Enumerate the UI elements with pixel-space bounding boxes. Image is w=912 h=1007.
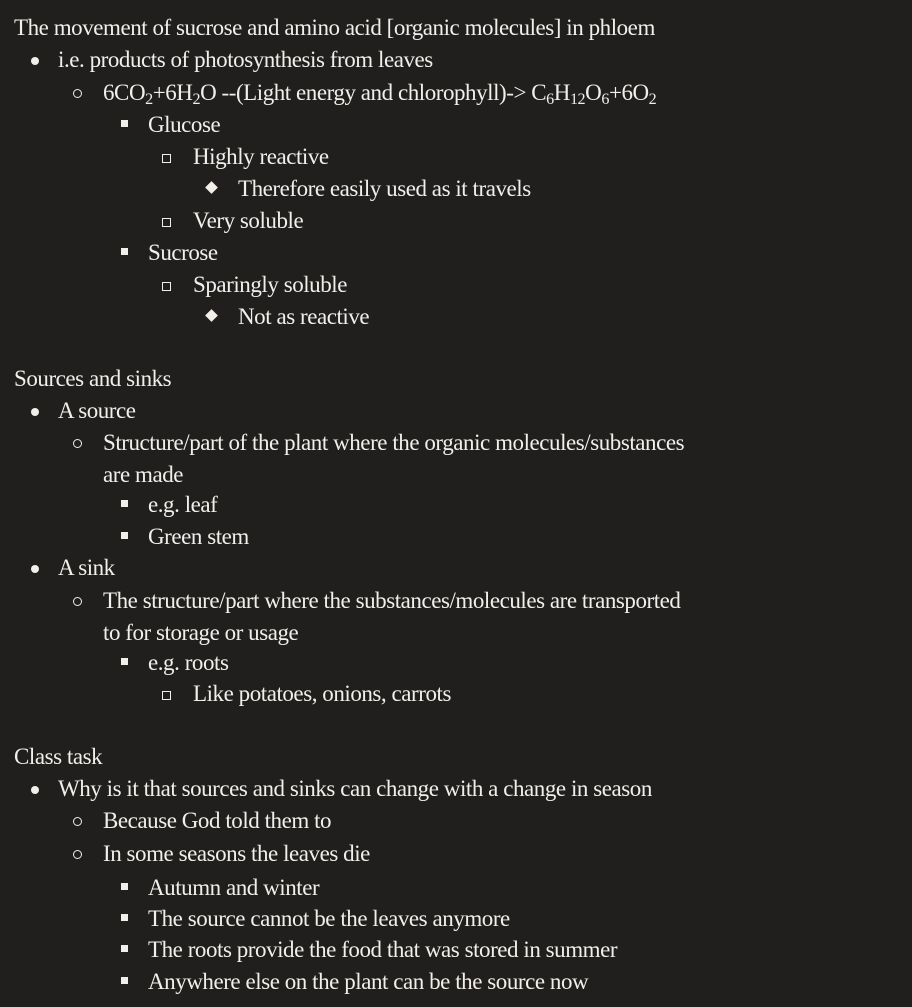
square-bullet-icon [121,248,128,255]
square-bullet-icon [121,914,128,921]
list-item[interactable] [0,237,912,268]
list-item-text: Therefore easily used as it travels [238,176,531,201]
list-item-text: i.e. products of photosynthesis from leaves [58,47,433,72]
list-item-text: Because God told them to [103,808,332,833]
list-item-text: Not as reactive [238,304,370,329]
list-item[interactable] [0,427,912,458]
list-item[interactable] [0,966,912,997]
list-item[interactable] [0,173,912,204]
list-item[interactable] [0,934,912,965]
circle-bullet-icon [73,817,82,826]
list-item-text: Sparingly soluble [193,272,347,297]
list-item-continuation[interactable]: are made [103,462,184,487]
circle-bullet-icon [73,439,82,448]
list-item-text: Green stem [148,524,249,549]
disc-bullet-icon [31,57,39,65]
list-item-text: Sucrose [148,240,218,265]
list-item-text: e.g. roots [148,650,229,675]
list-item-text: The source cannot be the leaves anymore [148,906,510,931]
section-heading-task[interactable]: Class task [14,744,103,769]
list-item[interactable] [0,109,912,140]
circle-bullet-icon [73,850,82,859]
list-item-text: Structure/part of the plant where the organic molecules/substances [103,430,685,455]
list-item[interactable] [0,141,912,172]
list-item-text: The structure/part where the substances/molecules are transported [103,588,681,613]
square-bullet-icon [121,120,128,127]
list-item-text: Why is it that sources and sinks can change with a change in season [58,776,652,801]
square-bullet-icon [121,883,128,890]
list-item[interactable] [0,301,912,332]
list-item-text: e.g. leaf [148,492,218,517]
list-item-continuation[interactable]: to for storage or usage [103,620,299,645]
hollow-square-bullet-icon [162,218,171,227]
list-item-text: Autumn and winter [148,875,320,900]
list-item-text: A sink [58,555,115,580]
list-item[interactable] [0,805,912,836]
circle-bullet-icon [73,89,82,98]
list-item-text: In some seasons the leaves die [103,841,370,866]
list-item-text: The roots provide the food that was stored in summer [148,937,618,962]
list-item[interactable] [0,678,912,709]
diamond-bullet-icon [205,181,218,194]
list-item-text: Like potatoes, onions, carrots [193,681,451,706]
list-item[interactable] [0,773,912,804]
list-item[interactable] [0,269,912,300]
list-item[interactable] [0,521,912,552]
hollow-square-bullet-icon [162,154,171,163]
square-bullet-icon [121,532,128,539]
equation-item[interactable] [0,77,912,108]
list-item[interactable] [0,838,912,869]
list-item-text: Highly reactive [193,144,329,169]
hollow-square-bullet-icon [162,282,171,291]
disc-bullet-icon [31,786,39,794]
list-item[interactable] [0,585,912,616]
circle-bullet-icon [73,597,82,606]
square-bullet-icon [121,500,128,507]
list-item-text: A source [58,398,136,423]
disc-bullet-icon [31,565,39,573]
square-bullet-icon [121,658,128,665]
list-item-text: Anywhere else on the plant can be the source now [148,969,589,994]
list-item[interactable] [0,552,912,583]
list-item[interactable] [0,44,912,75]
photosynthesis-equation: $6CO_2+6H_2O$ --(Light energy and chlorophyll)-> $C_6H_{12}O_6+6O_2$ [103,80,657,109]
diamond-bullet-icon [205,309,218,322]
hollow-square-bullet-icon [162,691,171,700]
section-heading-phloem[interactable]: The movement of sucrose and amino acid [organic molecules] in phloem [14,15,655,40]
square-bullet-icon [121,945,128,952]
list-item[interactable] [0,395,912,426]
list-item[interactable] [0,205,912,236]
disc-bullet-icon [31,408,39,416]
list-item-text: Very soluble [193,208,304,233]
list-item[interactable] [0,489,912,520]
square-bullet-icon [121,977,128,984]
list-item[interactable] [0,647,912,678]
list-item[interactable] [0,903,912,934]
list-item[interactable] [0,872,912,903]
section-heading-sources[interactable]: Sources and sinks [14,366,172,391]
list-item-text: Glucose [148,112,221,137]
